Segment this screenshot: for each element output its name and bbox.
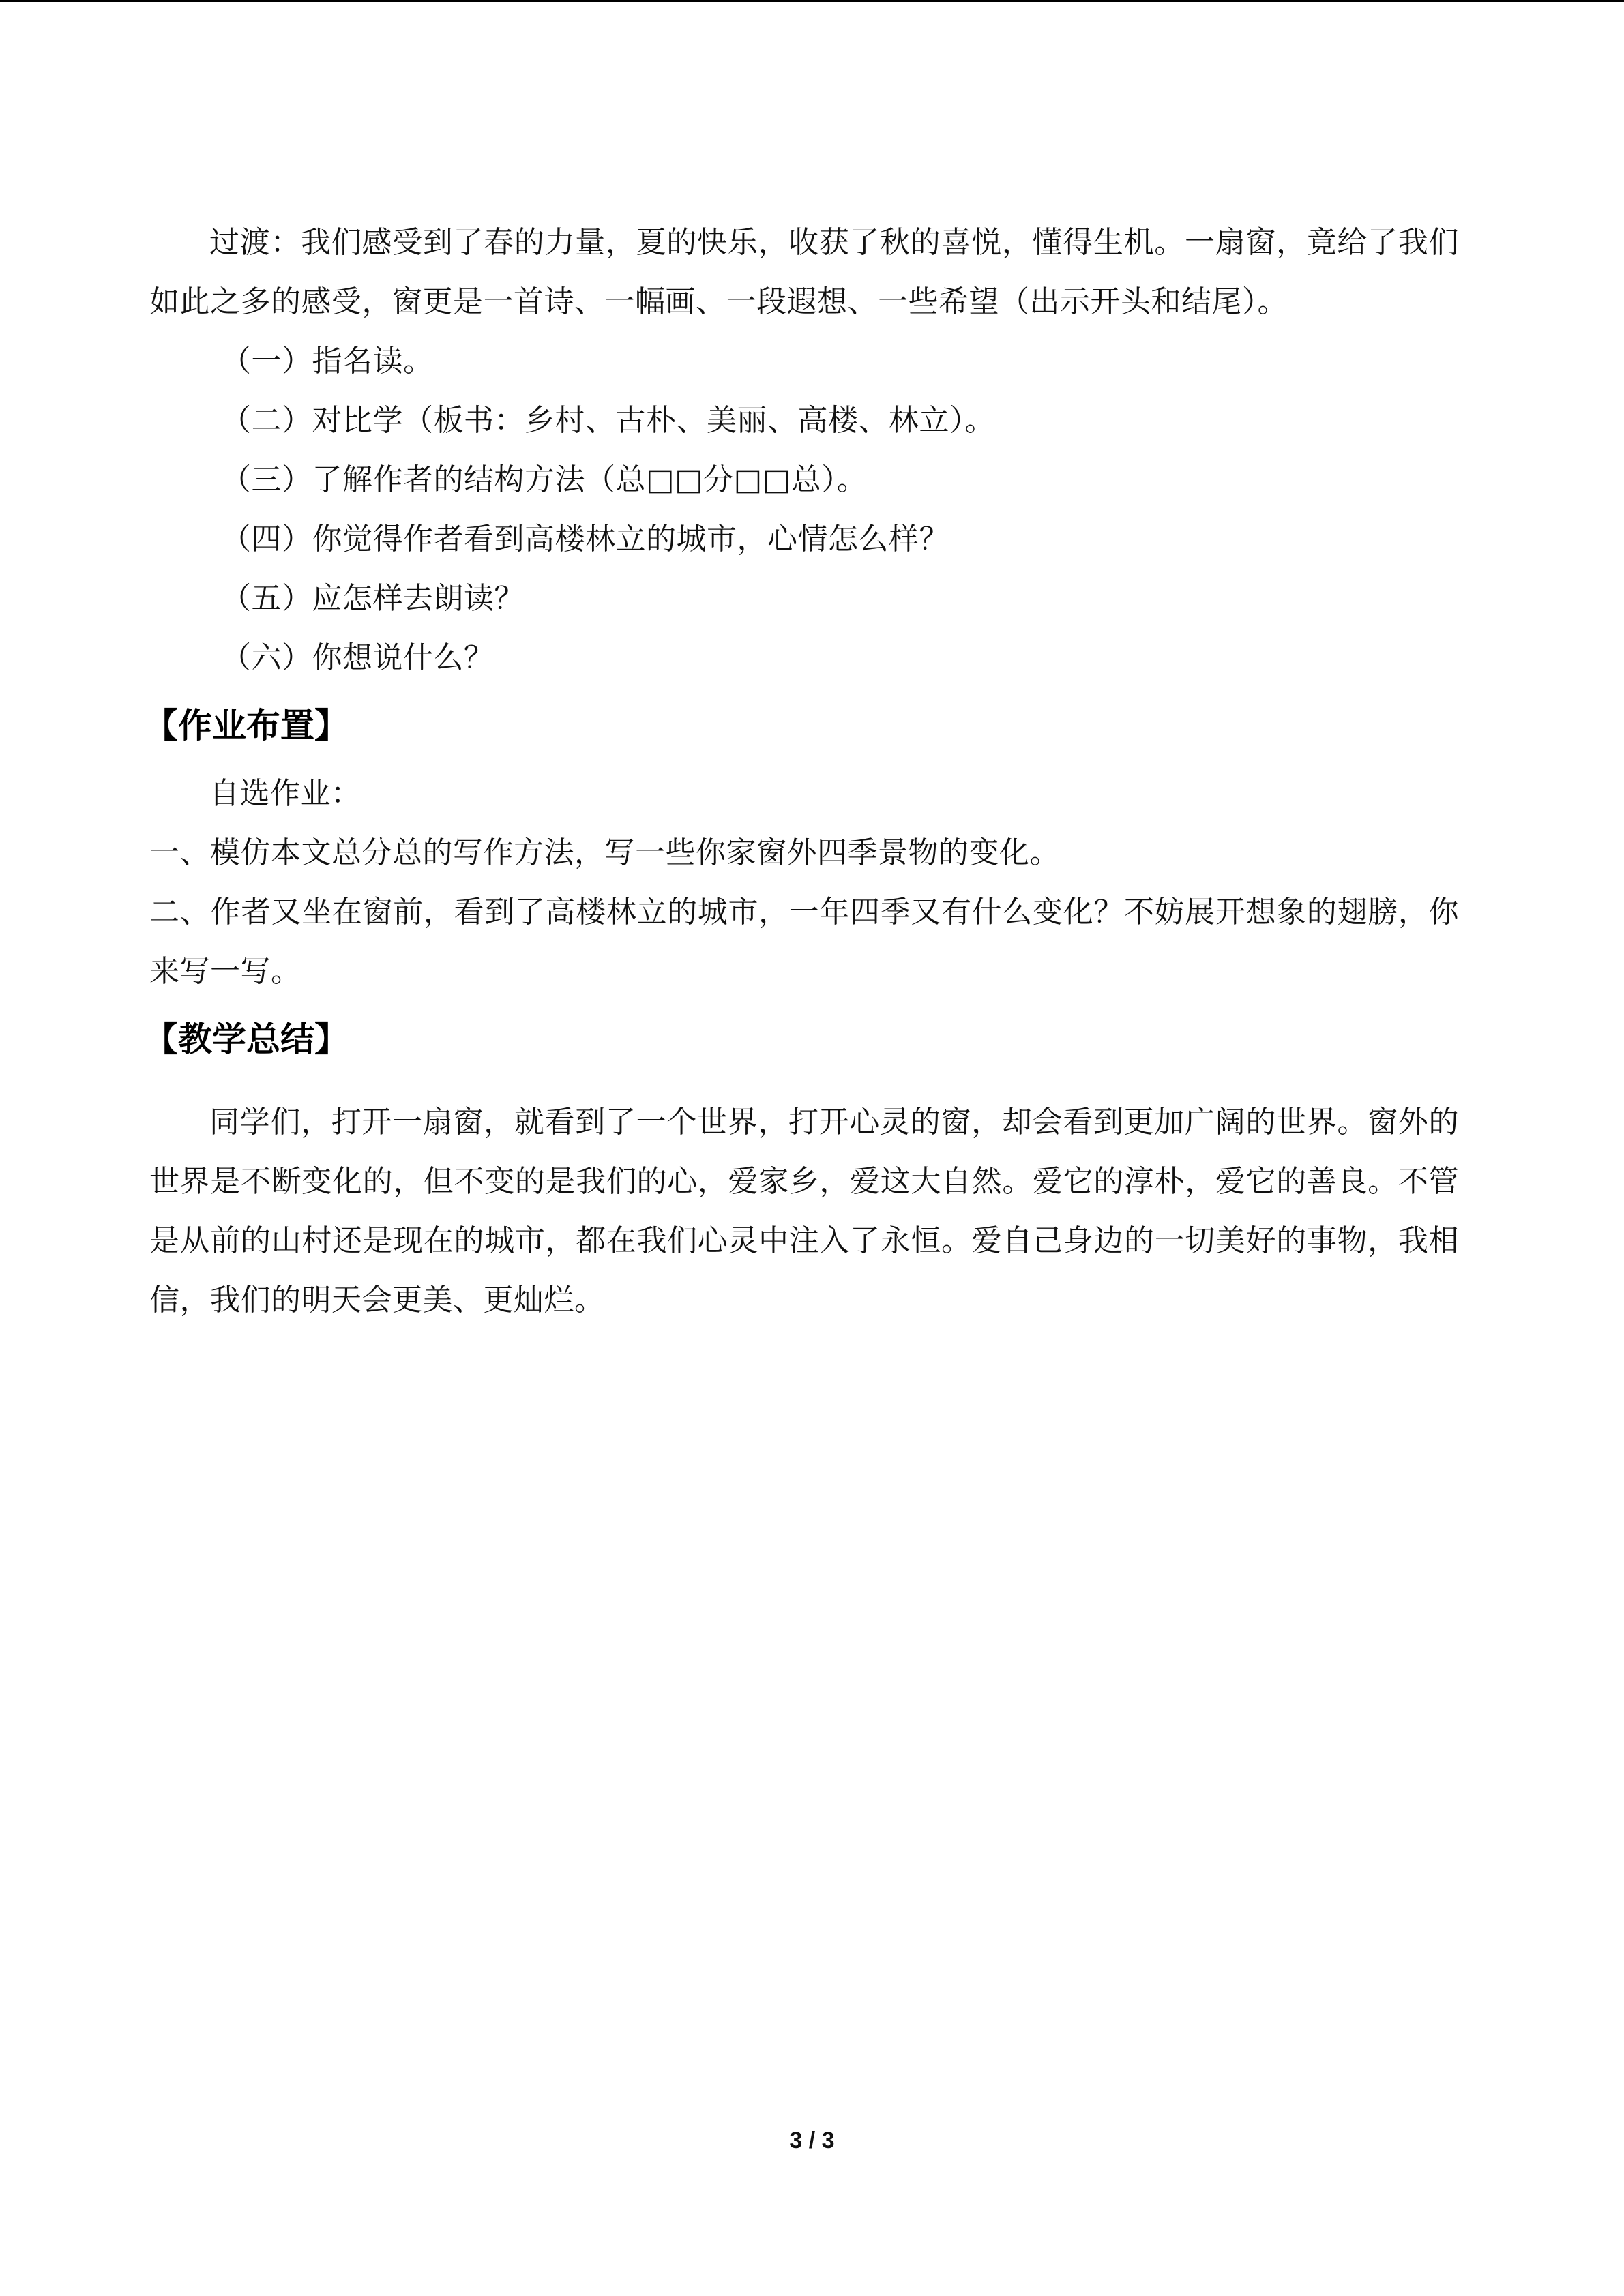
- transition-paragraph: 过渡：我们感受到了春的力量，夏的快乐，收获了秋的喜悦，懂得生机。一扇窗，竟给了我们如此之多的感受，窗更是一首诗、一幅画、一段遐想、一些希望（出示开头和结尾）。: [149, 225, 1459, 319]
- summary-paragraph: 同学们，打开一扇窗，就看到了一个世界，打开心灵的窗，却会看到更加广阔的世界。窗外的世界是不断变化的，但不变的是我们的心，爱家乡，爱这大自然。爱它的淳朴，爱它的善良。不管是从前的山村还是现在的城市，都在我们心灵中注入了永恒。爱自己身边的一切美好的事物，我相信，我们的明天会更美、更灿烂。: [149, 1105, 1459, 1317]
- page-number: 3 / 3: [789, 2128, 835, 2153]
- homework-heading: 【作业布置】: [144, 706, 349, 745]
- homework-intro: 自选作业：: [209, 776, 361, 811]
- homework-item: 二、作者又坐在窗前，看到了高楼林立的城市，一年四季又有什么变化？不妨展开想象的翅膀，你来写一写。: [149, 895, 1459, 989]
- step-item: （六）你想说什么？: [221, 640, 494, 675]
- spacer: [149, 1077, 1459, 1092]
- step-item: （四）你觉得作者看到高楼林立的城市，心情怎么样？: [221, 522, 949, 556]
- step-item: （三）了解作者的结构方法（总□□分□□总）。: [221, 462, 868, 497]
- top-border-line: [0, 0, 1624, 2]
- summary-heading: 【教学总结】: [144, 1019, 349, 1059]
- step-item: （五）应怎样去朗读？: [221, 581, 525, 616]
- step-item: （二）对比学（板书：乡村、古朴、美丽、高楼、林立）。: [221, 403, 995, 438]
- step-item: （一）指名读。: [221, 344, 434, 378]
- document-content: [144, 213, 1459, 1330]
- homework-item: 一、模仿本文总分总的写作方法，写一些你家窗外四季景物的变化。: [149, 835, 1060, 870]
